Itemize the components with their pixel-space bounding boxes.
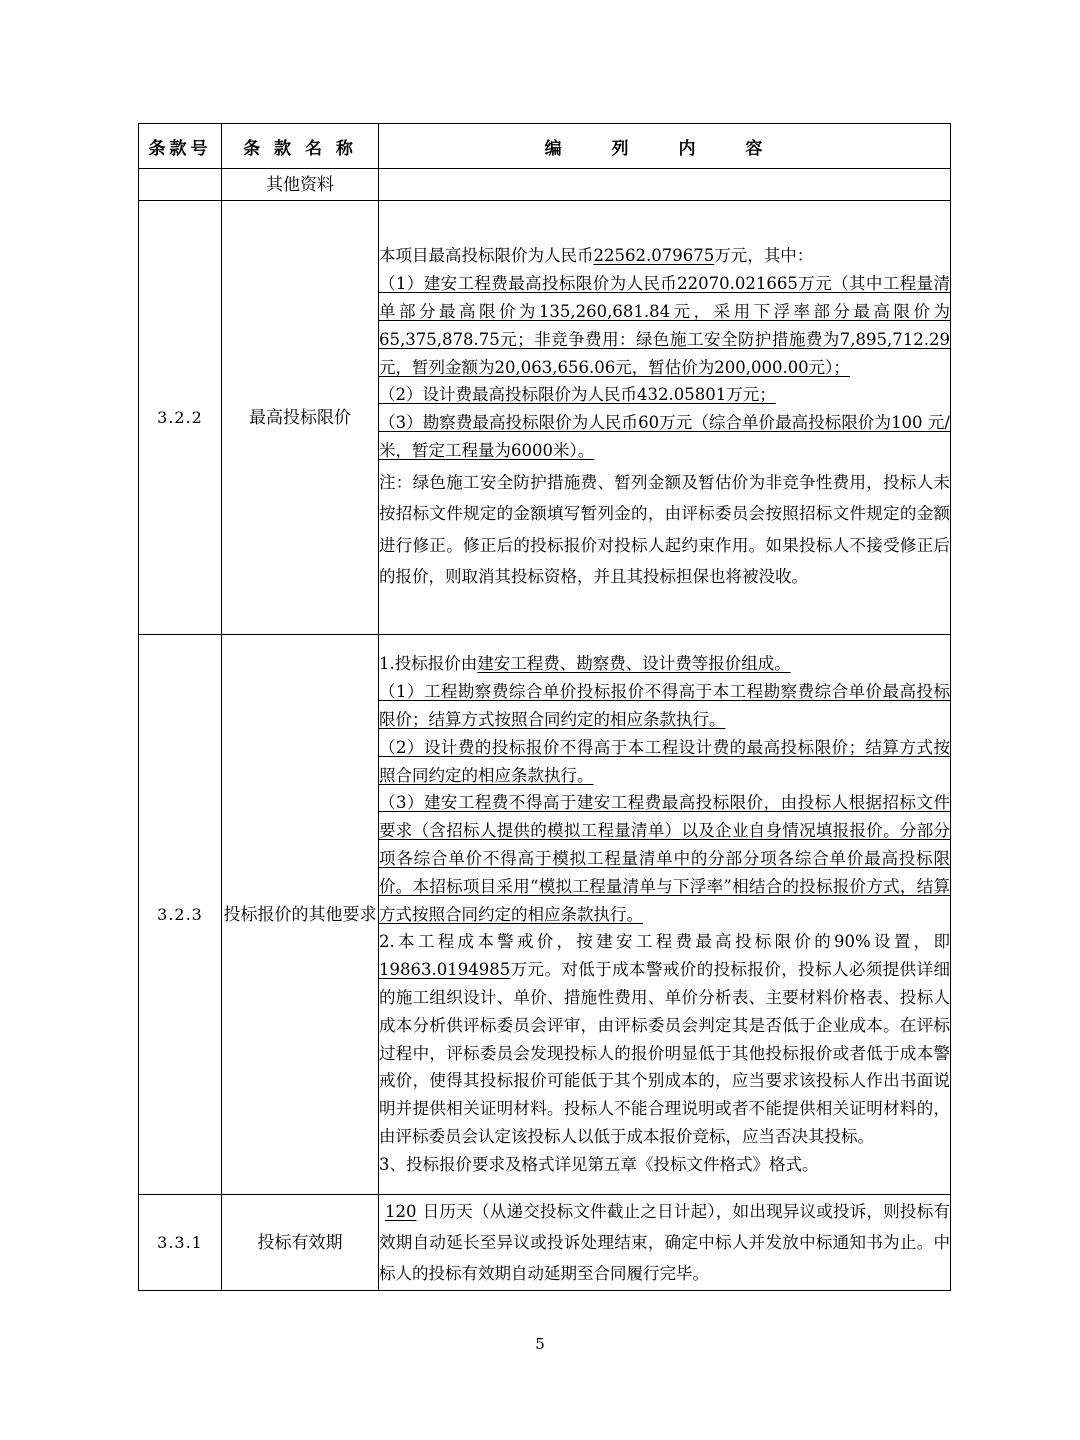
validity-days: 120 xyxy=(385,1202,417,1221)
header-clause-no: 条款号 xyxy=(139,124,222,169)
clause-name: 其他资料 xyxy=(222,169,379,201)
clause-content xyxy=(379,169,951,201)
clause-content: 120 日历天（从递交投标文件截止之日计起），如出现异议或投诉，则投标有效期自动延长至异议或投诉处理结束，确定中标人并发放中标通知书为止。中标人的投标有效期自动延期至合同履行完毕。 xyxy=(379,1195,951,1291)
page-number: 5 xyxy=(535,1335,545,1353)
table-row-3-3-1 xyxy=(139,1195,951,1291)
table-row-3-2-2 xyxy=(139,201,951,635)
clause-content xyxy=(379,201,951,635)
intro-line: 本项目最高投标限价为人民币22562.079675万元，其中： xyxy=(379,246,814,266)
requirement-item: （2）设计费的投标报价不得高于本工程设计费的最高投标限价；结算方式按照合同约定的相应条款执行。 xyxy=(379,737,950,785)
clause-name: 投标报价的其他要求 xyxy=(222,635,379,1195)
table-row-3-2-3 xyxy=(139,635,951,1195)
price-item: （2）设计费最高投标限价为人民币432.05801万元； xyxy=(379,385,776,405)
header-clause-name: 条 款 名 称 xyxy=(222,124,379,169)
header-row xyxy=(139,124,951,169)
note-paragraph: 注：绿色施工安全防护措施费、暂列金额及暂估价为非竞争性费用，投标人未按招标文件规定的金额填写暂列金的，由评标委员会按照招标文件规定的金额进行修正。修正后的投标报价对投标人起约束作用。如果投标人不接受修正后的报价，则取消其投标资格，并且其投标担保也将被没收。 xyxy=(379,472,950,587)
clause-no: 3.2.3 xyxy=(139,635,222,1195)
cost-warning-amount: 19863.0194985 xyxy=(379,960,511,980)
clause-name: 最高投标限价 xyxy=(222,201,379,635)
requirement-item: （1）工程勘察费综合单价投标报价不得高于本工程勘察费综合单价最高投标限价；结算方式按照合同约定的相应条款执行。 xyxy=(379,682,950,730)
paragraph-1: 1.投标报价由建安工程费、勘察费、设计费等报价组成。 xyxy=(379,654,791,674)
max-price-amount: 22562.079675 xyxy=(593,246,715,266)
clause-no: 3.2.2 xyxy=(139,201,222,635)
price-item: （3）勘察费最高投标限价为人民币60万元（综合单价最高投标限价为100 元/米，暂定工程量为6000米）。 xyxy=(379,413,950,460)
clause-content xyxy=(379,635,951,1195)
paragraph-3: 3、投标报价要求及格式详见第五章《投标文件格式》格式。 xyxy=(379,1154,819,1174)
requirement-item: （3）建安工程费不得高于建安工程费最高投标限价，由投标人根据招标文件要求（含招标人提供的模拟工程量清单）以及企业自身情况填报报价。分部分项各综合单价不得高于模拟工程量清单中的分部分项各综合单价最高投标限价。本招标项目采用“模拟工程量清单与下浮率”相结合的投标报价方式，结算方式按照合同约定的相应条款执行。 xyxy=(379,793,950,924)
paragraph-2: 2.本工程成本警戒价，按建安工程费最高投标限价的90%设置，即19863.0194985万元。对低于成本警戒价的投标报价，投标人必须提供详细的施工组织设计、单价、措施性费用、单价分析表、主要材料价格表、投标人成本分析供评标委员会评审，由评标委员会判定其是否低于企业成本。在评标过程中，评标委员会发现投标人的报价明显低于其他投标报价或者低于成本警戒价，使得其投标报价可能低于其个别成本的，应当要求该投标人作出书面说明并提供相关证明材料。投标人不能合理说明或者不能提供相关证明材料的，由评标委员会认定该投标人以低于成本报价竞标，应当否决其投标。 xyxy=(379,932,950,1146)
clause-name: 投标有效期 xyxy=(222,1195,379,1291)
clause-table xyxy=(138,123,951,1291)
header-content: 编 列 内 容 xyxy=(379,124,951,169)
price-item: （1）建安工程费最高投标限价为人民币22070.021665万元（其中工程量清单部分最高限价为135,260,681.84元，采用下浮率部分最高限价为65,375,878.75元；非竞争费用：绿色施工安全防护措施费为7,895,712.29元，暂列金额为20,063,656.06元，暂估价为200,000.00元）； xyxy=(379,274,950,377)
clause-no xyxy=(139,169,222,201)
clause-no: 3.3.1 xyxy=(139,1195,222,1291)
table-row-other xyxy=(139,169,951,201)
